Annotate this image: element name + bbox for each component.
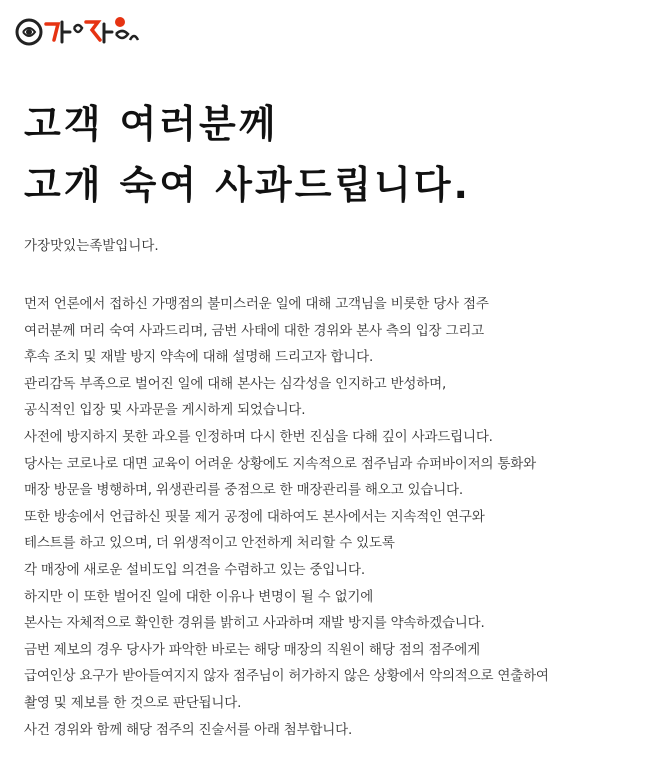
body-line: 하지만 이 또한 벌어진 일에 대한 이유나 변명이 될 수 없기에 xyxy=(24,588,374,605)
body-line: 또한 방송에서 언급하신 핏물 제거 공정에 대하여도 본사에서는 지속적인 연구와 xyxy=(24,508,485,525)
body-line: 사건 경위와 함께 해당 점주의 진술서를 아래 첨부합니다. xyxy=(24,721,353,738)
page-title-line-2: 고개 숙여 사과드립니다. xyxy=(24,163,471,207)
body-line: 급여인상 요구가 받아들여지지 않자 점주님이 허가하지 않은 상황에서 악의적으로 연출하여 xyxy=(24,668,549,685)
body-line: 금번 제보의 경우 당사가 파악한 바로는 해당 매장의 직원이 해당 점의 점주에게 xyxy=(24,641,480,658)
greeting-text: 가장맛있는족발입니다. xyxy=(24,238,159,254)
body-line: 각 매장에 새로운 설비도입 의견을 수렴하고 있는 중입니다. xyxy=(24,561,365,578)
body-line: 촬영 및 제보를 한 것으로 판단됩니다. xyxy=(24,694,242,711)
body-line: 관리감독 부족으로 벌어진 일에 대해 본사는 심각성을 인지하고 반성하며, xyxy=(24,375,447,392)
body-line: 본사는 자체적으로 확인한 경위를 밝히고 사과하며 재발 방지를 약속하겠습니다. xyxy=(24,615,485,632)
body-line: 사전에 방지하지 못한 과오를 인정하며 다시 한번 진심을 다해 깊이 사과드립니다. xyxy=(24,428,493,445)
body-line: 후속 조치 및 재발 방지 약속에 대해 설명해 드리고자 합니다. xyxy=(24,349,374,366)
body-line: 공식적인 입장 및 사과문을 게시하게 되었습니다. xyxy=(24,402,306,419)
page-title xyxy=(24,94,471,216)
body-line: 테스트를 하고 있으며, 더 위생적이고 안전하게 처리할 수 있도록 xyxy=(24,535,395,552)
body-line: 먼저 언론에서 접하신 가맹점의 불미스러운 일에 대해 고객님을 비롯한 당사 점주 xyxy=(24,296,489,312)
apology-body xyxy=(24,291,549,743)
body-line: 매장 방문을 병행하며, 위생관리를 중점으로 한 매장관리를 해오고 있습니다. xyxy=(24,482,463,499)
body-line: 여러분께 머리 숙여 사과드리며, 금번 사태에 대한 경위와 본사 측의 입장 그리고 xyxy=(24,322,485,339)
page-title-line-1: 고객 여러분께 xyxy=(24,102,279,146)
brand-logo-icon xyxy=(14,10,140,50)
body-line: 당사는 코로나로 대면 교육이 어려운 상황에도 지속적으로 점주님과 슈퍼바이저의 통화와 xyxy=(24,455,536,472)
brand-logo[interactable] xyxy=(14,10,140,50)
